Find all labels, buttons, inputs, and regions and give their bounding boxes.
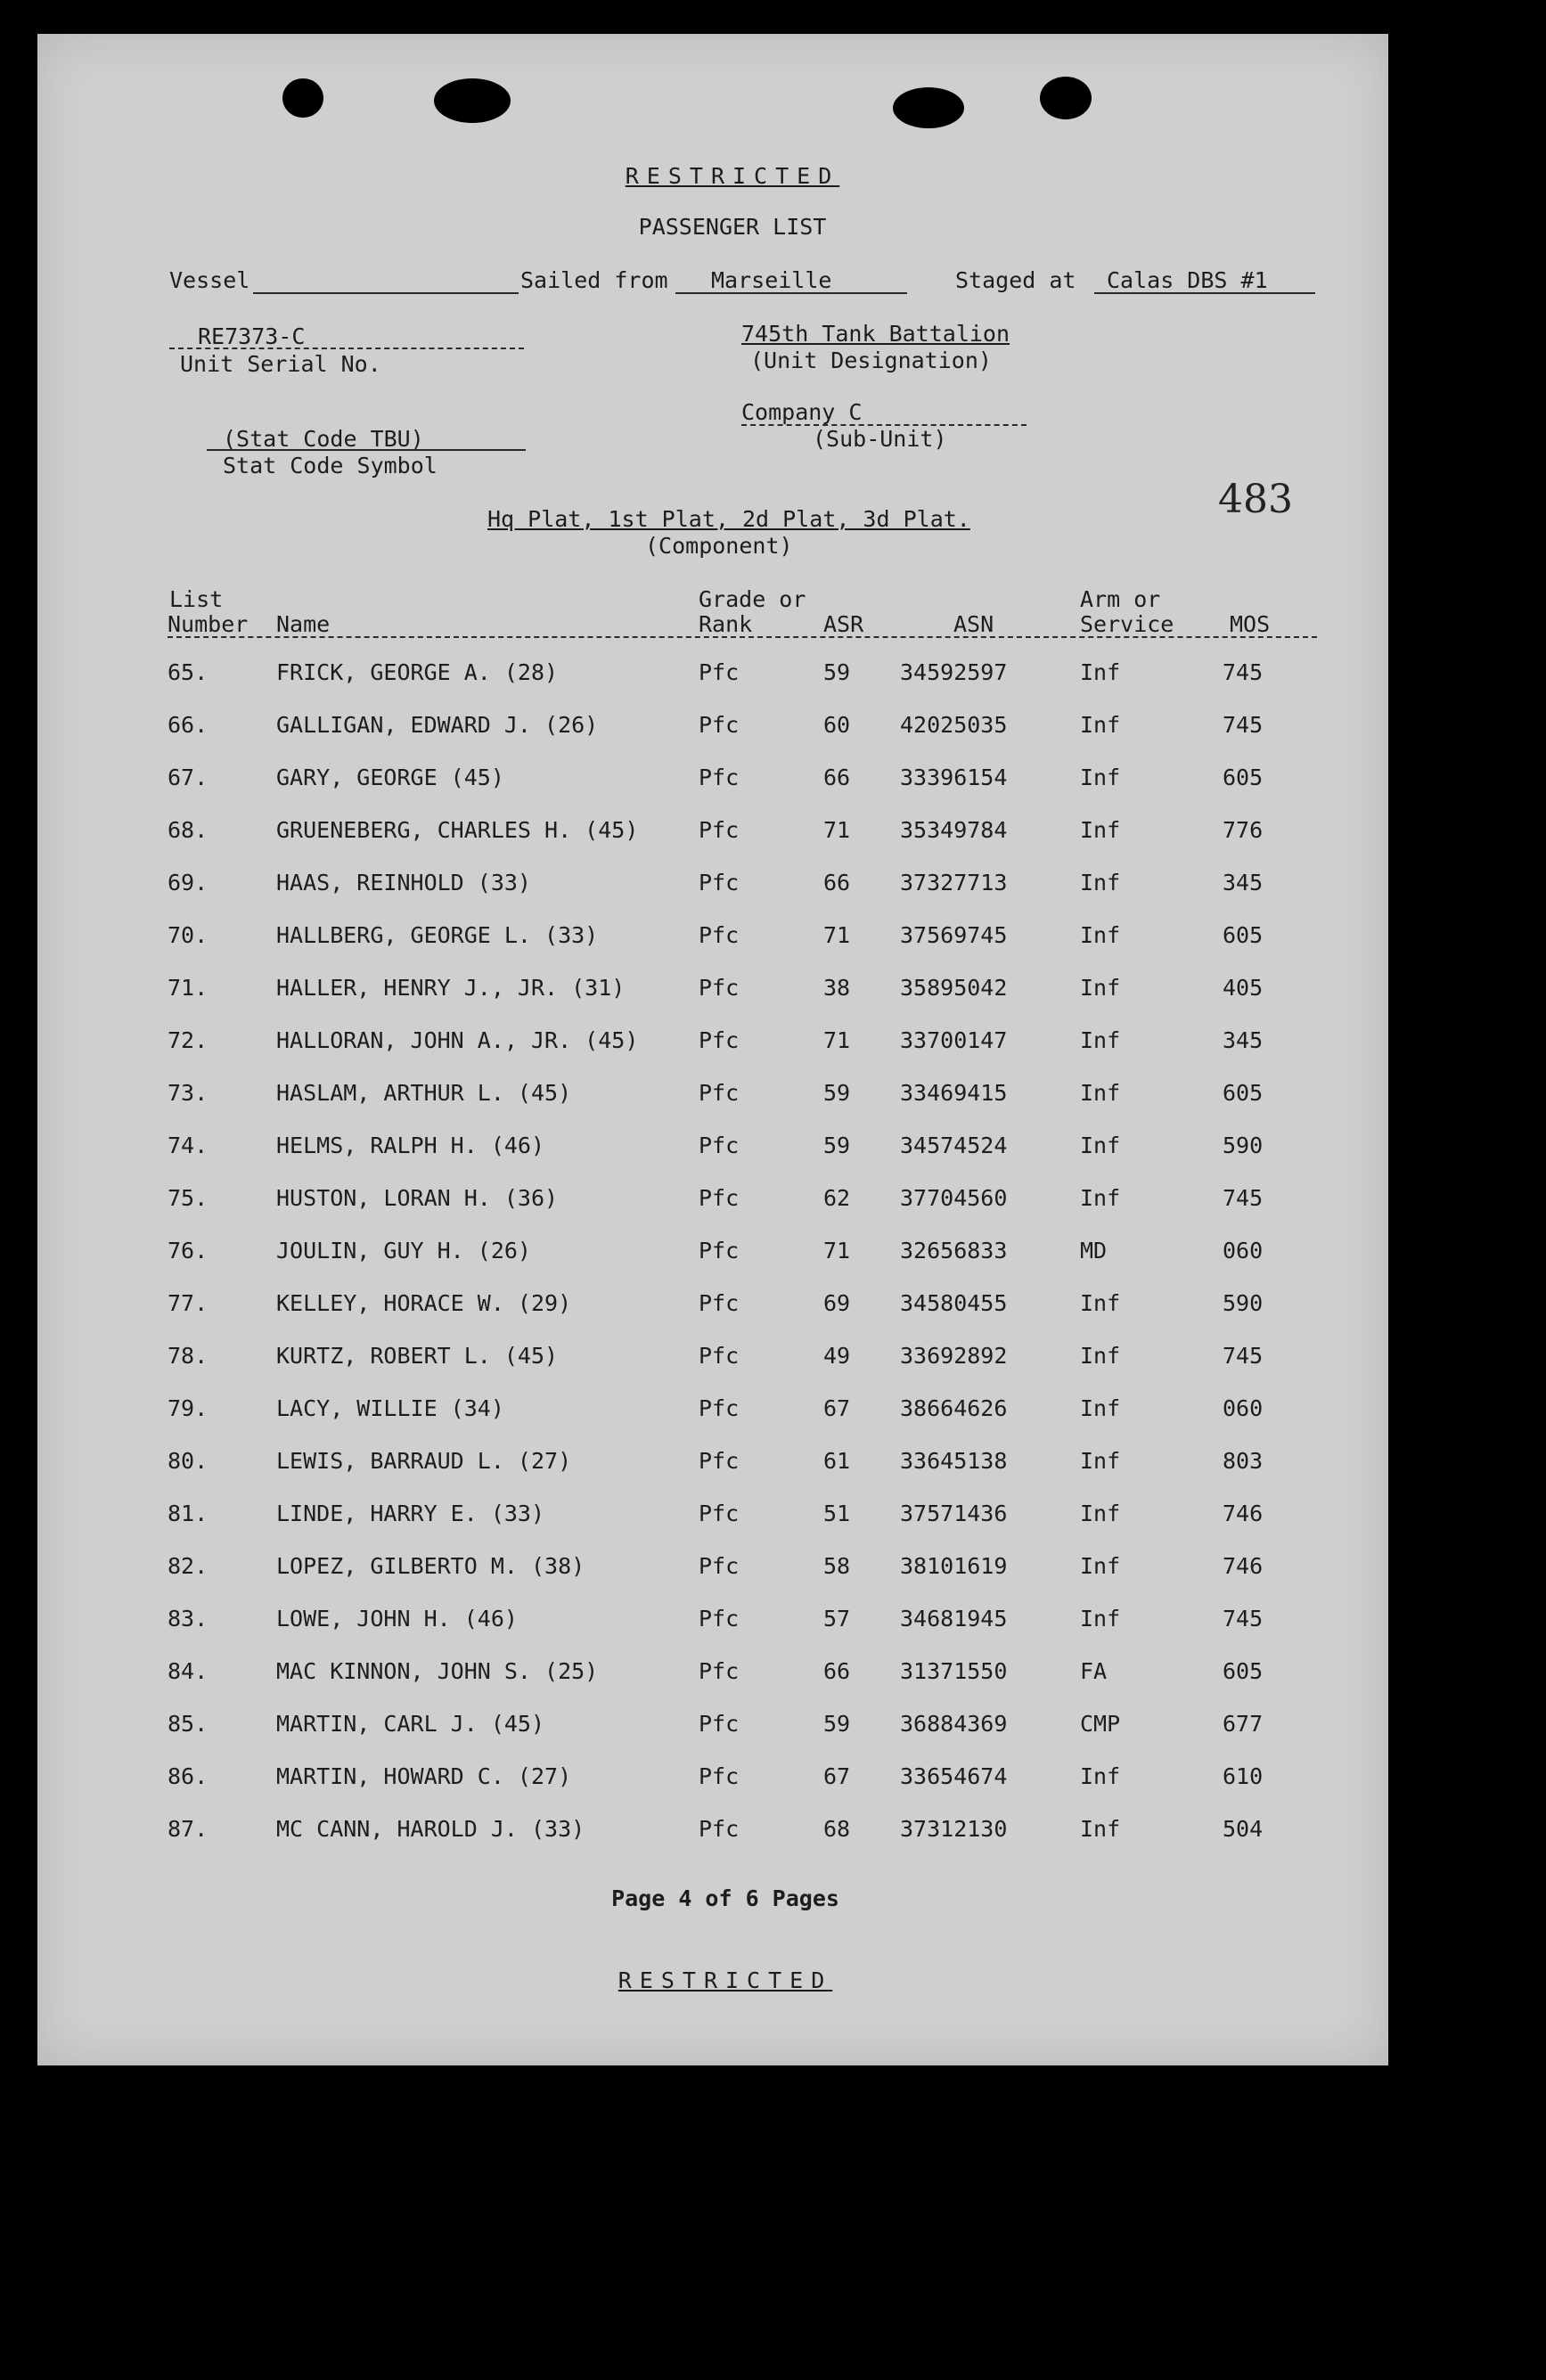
- row-number: 85.: [168, 1711, 209, 1737]
- unit-designation-value: 745th Tank Battalion: [741, 321, 1010, 347]
- component-value: Hq Plat, 1st Plat, 2d Plat, 3d Plat.: [487, 506, 970, 532]
- row-asr: 71: [823, 922, 851, 948]
- row-asn: 37704560: [900, 1185, 1008, 1211]
- stat-code-label: Stat Code Symbol: [223, 453, 438, 478]
- row-number: 69.: [168, 870, 209, 896]
- row-name: HALLER, HENRY J., JR. (31): [276, 975, 626, 1001]
- row-number: 65.: [168, 659, 209, 685]
- row-asr: 51: [823, 1501, 851, 1526]
- row-number: 81.: [168, 1501, 209, 1526]
- row-name: MAC KINNON, JOHN S. (25): [276, 1658, 599, 1684]
- row-name: LOWE, JOHN H. (46): [276, 1606, 518, 1632]
- handwritten-page-number: 483: [1218, 477, 1293, 522]
- row-grade: Pfc: [699, 1448, 740, 1474]
- row-asr: 71: [823, 817, 851, 843]
- col-grade-1: Grade or: [699, 586, 806, 612]
- row-name: MC CANN, HAROLD J. (33): [276, 1816, 585, 1842]
- row-number: 67.: [168, 765, 209, 790]
- row-grade: Pfc: [699, 1816, 740, 1842]
- row-arm: Inf: [1080, 1501, 1121, 1526]
- row-mos: 745: [1223, 1343, 1264, 1369]
- row-asn: 33469415: [900, 1080, 1008, 1106]
- punch-hole-2: [434, 78, 511, 123]
- stat-code-line: [207, 449, 526, 451]
- unit-serial-value: RE7373-C: [198, 323, 306, 349]
- row-arm: Inf: [1080, 870, 1121, 896]
- row-grade: Pfc: [699, 1501, 740, 1526]
- row-arm: Inf: [1080, 1290, 1121, 1316]
- row-mos: 590: [1223, 1290, 1264, 1316]
- restricted-footer: RESTRICTED: [618, 1967, 833, 1993]
- row-asn: 34580455: [900, 1290, 1008, 1316]
- row-grade: Pfc: [699, 817, 740, 843]
- row-number: 72.: [168, 1027, 209, 1053]
- row-grade: Pfc: [699, 712, 740, 738]
- col-mos: MOS: [1230, 611, 1271, 637]
- col-asr: ASR: [823, 611, 864, 637]
- row-name: LACY, WILLIE (34): [276, 1395, 504, 1421]
- row-asr: 67: [823, 1763, 851, 1789]
- row-number: 75.: [168, 1185, 209, 1211]
- row-name: HALLORAN, JOHN A., JR. (45): [276, 1027, 639, 1053]
- row-name: HAAS, REINHOLD (33): [276, 870, 531, 896]
- row-number: 77.: [168, 1290, 209, 1316]
- row-mos: 745: [1223, 659, 1264, 685]
- row-grade: Pfc: [699, 1343, 740, 1369]
- row-grade: Pfc: [699, 1395, 740, 1421]
- row-grade: Pfc: [699, 1185, 740, 1211]
- row-arm: Inf: [1080, 1343, 1121, 1369]
- row-number: 87.: [168, 1816, 209, 1842]
- row-asr: 71: [823, 1027, 851, 1053]
- vessel-line: [253, 292, 519, 294]
- sub-unit-label: (Sub-Unit): [813, 426, 947, 452]
- row-number: 71.: [168, 975, 209, 1001]
- row-asr: 66: [823, 870, 851, 896]
- row-grade: Pfc: [699, 1606, 740, 1632]
- row-name: GALLIGAN, EDWARD J. (26): [276, 712, 599, 738]
- row-mos: 605: [1223, 765, 1264, 790]
- row-asr: 71: [823, 1238, 851, 1264]
- row-mos: 803: [1223, 1448, 1264, 1474]
- unit-serial-line: [169, 348, 524, 349]
- page-indicator: Page 4 of 6 Pages: [611, 1885, 839, 1911]
- row-grade: Pfc: [699, 1238, 740, 1264]
- row-number: 79.: [168, 1395, 209, 1421]
- row-mos: 745: [1223, 1185, 1264, 1211]
- row-asn: 42025035: [900, 712, 1008, 738]
- row-arm: MD: [1080, 1238, 1108, 1264]
- document-page: [37, 34, 1388, 2065]
- row-name: MARTIN, CARL J. (45): [276, 1711, 545, 1737]
- row-number: 66.: [168, 712, 209, 738]
- component-label: (Component): [645, 533, 793, 559]
- header-underline: [168, 636, 1317, 638]
- col-arm-1: Arm or: [1080, 586, 1161, 612]
- row-number: 80.: [168, 1448, 209, 1474]
- row-grade: Pfc: [699, 765, 740, 790]
- col-list-number-2: Number: [168, 611, 249, 637]
- row-grade: Pfc: [699, 1133, 740, 1158]
- row-asn: 33700147: [900, 1027, 1008, 1053]
- row-mos: 060: [1223, 1395, 1264, 1421]
- row-mos: 746: [1223, 1553, 1264, 1579]
- row-mos: 590: [1223, 1133, 1264, 1158]
- row-asn: 37327713: [900, 870, 1008, 896]
- row-name: FRICK, GEORGE A. (28): [276, 659, 559, 685]
- row-asn: 38101619: [900, 1553, 1008, 1579]
- row-mos: 605: [1223, 1658, 1264, 1684]
- row-mos: 504: [1223, 1816, 1264, 1842]
- row-asr: 66: [823, 765, 851, 790]
- row-asr: 66: [823, 1658, 851, 1684]
- row-asn: 37312130: [900, 1816, 1008, 1842]
- stat-code-value: (Stat Code TBU): [223, 426, 424, 452]
- row-name: KURTZ, ROBERT L. (45): [276, 1343, 559, 1369]
- sailed-from-value: Marseille: [711, 267, 832, 293]
- sub-unit-value: Company C: [741, 399, 863, 425]
- row-mos: 746: [1223, 1501, 1264, 1526]
- row-asn: 34574524: [900, 1133, 1008, 1158]
- row-asn: 37569745: [900, 922, 1008, 948]
- row-name: HUSTON, LORAN H. (36): [276, 1185, 559, 1211]
- row-grade: Pfc: [699, 1027, 740, 1053]
- row-asn: 31371550: [900, 1658, 1008, 1684]
- row-asn: 33396154: [900, 765, 1008, 790]
- row-name: LINDE, HARRY E. (33): [276, 1501, 545, 1526]
- row-number: 86.: [168, 1763, 209, 1789]
- row-mos: 745: [1223, 1606, 1264, 1632]
- row-arm: Inf: [1080, 1448, 1121, 1474]
- row-asr: 59: [823, 1133, 851, 1158]
- punch-hole-3: [893, 87, 964, 128]
- col-list-number-1: List: [169, 586, 224, 612]
- row-arm: Inf: [1080, 1763, 1121, 1789]
- row-asr: 68: [823, 1816, 851, 1842]
- row-asn: 35895042: [900, 975, 1008, 1001]
- row-asr: 57: [823, 1606, 851, 1632]
- row-grade: Pfc: [699, 1763, 740, 1789]
- row-name: MARTIN, HOWARD C. (27): [276, 1763, 572, 1789]
- row-mos: 345: [1223, 1027, 1264, 1053]
- row-asr: 59: [823, 1080, 851, 1106]
- document-title: PASSENGER LIST: [638, 214, 827, 240]
- row-number: 74.: [168, 1133, 209, 1158]
- row-arm: Inf: [1080, 659, 1121, 685]
- row-mos: 745: [1223, 712, 1264, 738]
- col-name: Name: [276, 611, 331, 637]
- row-asn: 34592597: [900, 659, 1008, 685]
- row-asr: 67: [823, 1395, 851, 1421]
- col-grade-2: Rank: [699, 611, 753, 637]
- row-grade: Pfc: [699, 1080, 740, 1106]
- row-mos: 610: [1223, 1763, 1264, 1789]
- row-arm: Inf: [1080, 817, 1121, 843]
- row-number: 82.: [168, 1553, 209, 1579]
- row-grade: Pfc: [699, 1553, 740, 1579]
- row-asn: 33654674: [900, 1763, 1008, 1789]
- row-name: HELMS, RALPH H. (46): [276, 1133, 545, 1158]
- row-grade: Pfc: [699, 1711, 740, 1737]
- row-asn: 33692892: [900, 1343, 1008, 1369]
- punch-hole-4: [1040, 77, 1092, 119]
- unit-designation-label: (Unit Designation): [750, 348, 992, 373]
- row-asr: 69: [823, 1290, 851, 1316]
- row-arm: Inf: [1080, 1395, 1121, 1421]
- row-mos: 605: [1223, 922, 1264, 948]
- row-name: GRUENEBERG, CHARLES H. (45): [276, 817, 639, 843]
- row-mos: 405: [1223, 975, 1264, 1001]
- row-grade: Pfc: [699, 922, 740, 948]
- row-name: HASLAM, ARTHUR L. (45): [276, 1080, 572, 1106]
- row-grade: Pfc: [699, 1290, 740, 1316]
- row-asn: 38664626: [900, 1395, 1008, 1421]
- row-arm: Inf: [1080, 712, 1121, 738]
- punch-hole-1: [282, 78, 323, 118]
- row-arm: Inf: [1080, 1185, 1121, 1211]
- row-number: 76.: [168, 1238, 209, 1264]
- row-asr: 62: [823, 1185, 851, 1211]
- row-asn: 33645138: [900, 1448, 1008, 1474]
- row-name: JOULIN, GUY H. (26): [276, 1238, 531, 1264]
- row-asr: 58: [823, 1553, 851, 1579]
- vessel-label: Vessel: [169, 267, 250, 293]
- row-number: 70.: [168, 922, 209, 948]
- row-arm: Inf: [1080, 1816, 1121, 1842]
- row-arm: Inf: [1080, 922, 1121, 948]
- row-name: HALLBERG, GEORGE L. (33): [276, 922, 599, 948]
- row-mos: 677: [1223, 1711, 1264, 1737]
- staged-at-label: Staged at: [955, 267, 1076, 293]
- row-asr: 60: [823, 712, 851, 738]
- row-mos: 605: [1223, 1080, 1264, 1106]
- row-grade: Pfc: [699, 1658, 740, 1684]
- row-asr: 59: [823, 659, 851, 685]
- sailed-from-label: Sailed from: [520, 267, 668, 293]
- row-asn: 34681945: [900, 1606, 1008, 1632]
- row-mos: 345: [1223, 870, 1264, 896]
- row-asn: 35349784: [900, 817, 1008, 843]
- row-asr: 61: [823, 1448, 851, 1474]
- col-asn: ASN: [953, 611, 994, 637]
- row-arm: Inf: [1080, 1553, 1121, 1579]
- row-arm: Inf: [1080, 1133, 1121, 1158]
- row-asn: 36884369: [900, 1711, 1008, 1737]
- row-grade: Pfc: [699, 870, 740, 896]
- restricted-header: RESTRICTED: [625, 163, 840, 189]
- row-number: 83.: [168, 1606, 209, 1632]
- row-arm: Inf: [1080, 1606, 1121, 1632]
- row-number: 68.: [168, 817, 209, 843]
- unit-serial-label: Unit Serial No.: [180, 351, 381, 377]
- row-asr: 59: [823, 1711, 851, 1737]
- row-name: LEWIS, BARRAUD L. (27): [276, 1448, 572, 1474]
- row-asn: 32656833: [900, 1238, 1008, 1264]
- row-arm: Inf: [1080, 1080, 1121, 1106]
- row-grade: Pfc: [699, 975, 740, 1001]
- row-grade: Pfc: [699, 659, 740, 685]
- row-name: KELLEY, HORACE W. (29): [276, 1290, 572, 1316]
- row-asr: 38: [823, 975, 851, 1001]
- row-arm: FA: [1080, 1658, 1108, 1684]
- row-arm: Inf: [1080, 1027, 1121, 1053]
- staged-at-value: Calas DBS #1: [1107, 267, 1268, 293]
- row-asn: 37571436: [900, 1501, 1008, 1526]
- row-asr: 49: [823, 1343, 851, 1369]
- row-number: 73.: [168, 1080, 209, 1106]
- row-arm: Inf: [1080, 765, 1121, 790]
- row-mos: 776: [1223, 817, 1264, 843]
- row-mos: 060: [1223, 1238, 1264, 1264]
- row-number: 84.: [168, 1658, 209, 1684]
- col-arm-2: Service: [1080, 611, 1174, 637]
- row-arm: Inf: [1080, 975, 1121, 1001]
- row-name: GARY, GEORGE (45): [276, 765, 504, 790]
- row-arm: CMP: [1080, 1711, 1121, 1737]
- row-number: 78.: [168, 1343, 209, 1369]
- row-name: LOPEZ, GILBERTO M. (38): [276, 1553, 585, 1579]
